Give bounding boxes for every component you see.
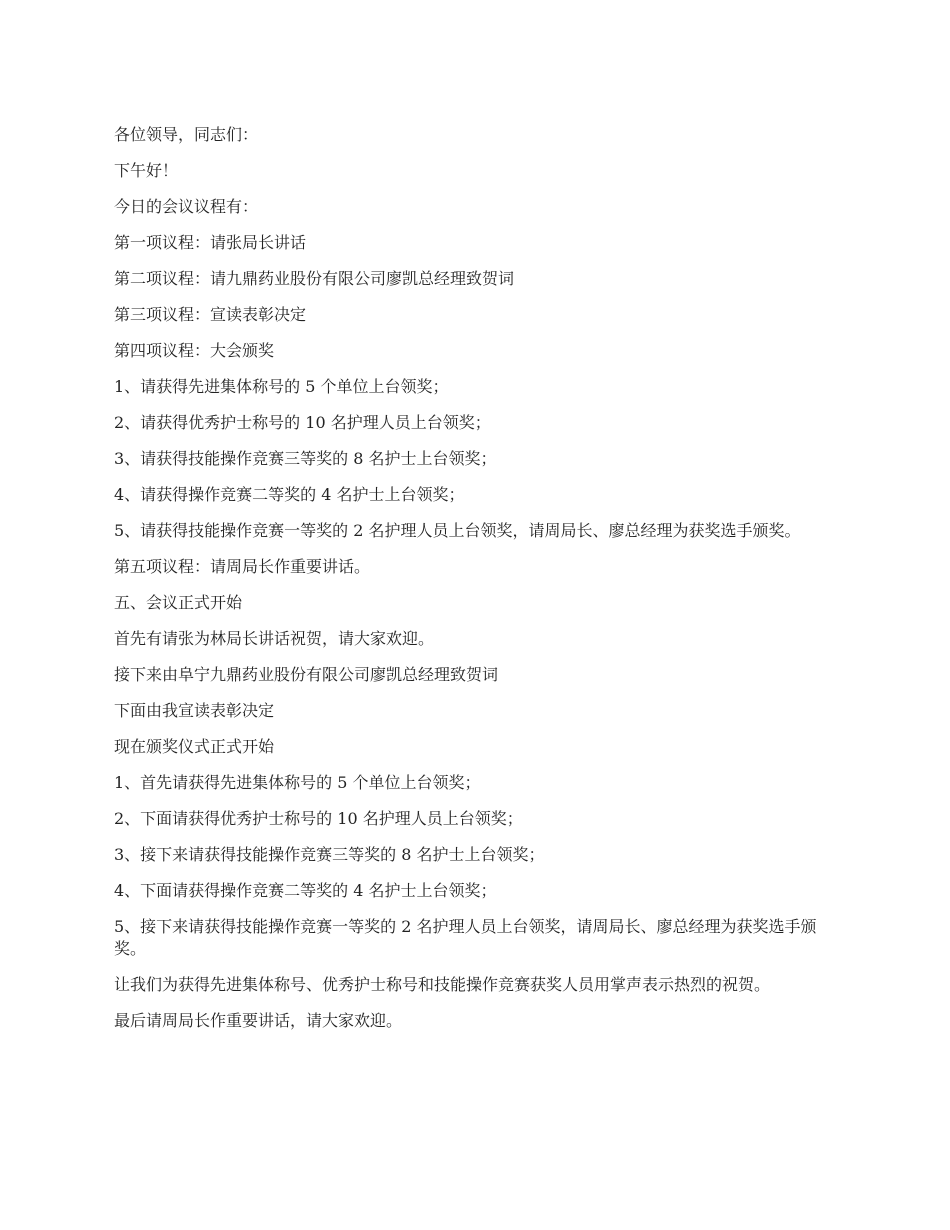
closing-paragraph: 最后请周局长作重要讲话，请大家欢迎。 bbox=[114, 1011, 403, 1030]
body-paragraph: 下面由我宣读表彰决定 bbox=[114, 701, 275, 720]
document-page bbox=[114, 124, 844, 1046]
ceremony-list-item: 4、下面请获得操作竞赛二等奖的 4 名护士上台领奖； bbox=[114, 881, 497, 900]
agenda-intro: 今日的会议议程有： bbox=[114, 197, 259, 216]
award-list-item: 4、请获得操作竞赛二等奖的 4 名护士上台领奖； bbox=[114, 485, 465, 504]
ceremony-list-item: 2、下面请获得优秀护士称号的 10 名护理人员上台领奖； bbox=[114, 809, 523, 828]
section-heading: 五、会议正式开始 bbox=[114, 593, 243, 612]
body-paragraph: 现在颁奖仪式正式开始 bbox=[114, 737, 275, 756]
ceremony-list-item: 5、接下来请获得技能操作竞赛一等奖的 2 名护理人员上台领奖，请周局长、廖总经理为获奖选手颁奖。 bbox=[114, 917, 817, 958]
ceremony-list-item: 3、接下来请获得技能操作竞赛三等奖的 8 名护士上台领奖； bbox=[114, 845, 545, 864]
body-paragraph: 接下来由阜宁九鼎药业股份有限公司廖凯总经理致贺词 bbox=[114, 665, 499, 684]
agenda-item-3: 第三项议程：宣读表彰决定 bbox=[114, 305, 307, 324]
agenda-item-4: 第四项议程：大会颁奖 bbox=[114, 341, 275, 360]
agenda-item-5: 第五项议程：请周局长作重要讲话。 bbox=[114, 557, 371, 576]
greeting: 各位领导，同志们： bbox=[114, 125, 259, 144]
award-list-item: 1、请获得先进集体称号的 5 个单位上台领奖； bbox=[114, 377, 449, 396]
salutation: 下午好！ bbox=[114, 161, 179, 180]
award-list-item: 3、请获得技能操作竞赛三等奖的 8 名护士上台领奖； bbox=[114, 449, 497, 468]
award-list-item: 2、请获得优秀护士称号的 10 名护理人员上台领奖； bbox=[114, 413, 491, 432]
body-paragraph: 首先有请张为林局长讲话祝贺，请大家欢迎。 bbox=[114, 629, 435, 648]
award-list-item: 5、请获得技能操作竞赛一等奖的 2 名护理人员上台领奖，请周局长、廖总经理为获奖选手颁奖。 bbox=[114, 521, 801, 540]
ceremony-list-item: 1、首先请获得先进集体称号的 5 个单位上台领奖； bbox=[114, 773, 481, 792]
agenda-item-2: 第二项议程：请九鼎药业股份有限公司廖凯总经理致贺词 bbox=[114, 269, 515, 288]
agenda-item-1: 第一项议程：请张局长讲话 bbox=[114, 233, 307, 252]
body-paragraph: 让我们为获得先进集体称号、优秀护士称号和技能操作竞赛获奖人员用掌声表示热烈的祝贺。 bbox=[114, 975, 771, 994]
